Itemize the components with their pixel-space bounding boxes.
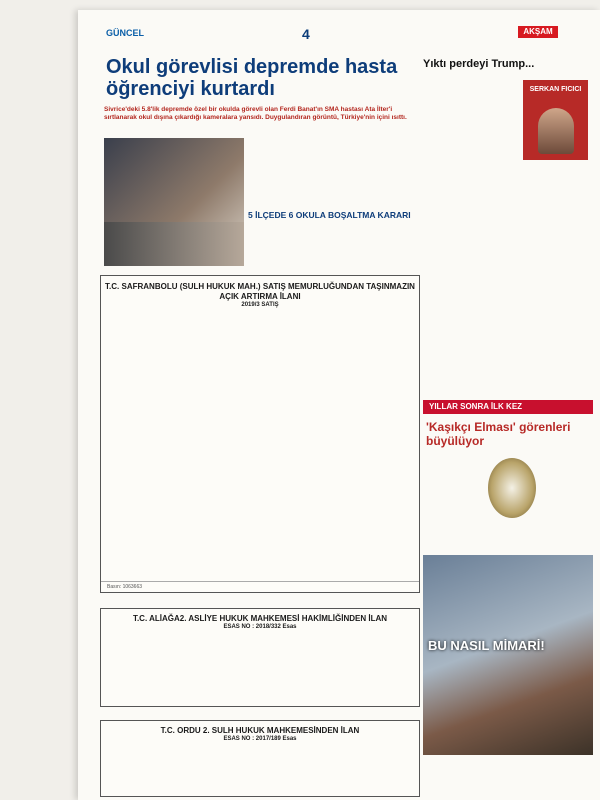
author-box: [523, 80, 588, 160]
notice-body: [101, 308, 419, 581]
page-number: 4: [302, 26, 310, 42]
kasikci-headline: 'Kaşıkçı Elması' görenleri büyülüyor: [426, 420, 571, 448]
notice-body: [101, 630, 419, 706]
author-name: SERKAN FICICI: [529, 86, 582, 93]
akşam-logo: AKŞAM: [518, 26, 558, 38]
aliaga-notice: [100, 608, 420, 707]
secondary-photo: [104, 222, 244, 266]
column-headline: Yıktı perdeyi Trump...: [423, 58, 535, 70]
notice-number: ESAS NO : 2017/189 Esas: [223, 736, 297, 742]
lead-headline: Okul görevlisi depremde hasta öğrenciyi kurtardı: [106, 56, 398, 100]
notice-title: T.C. SAFRANBOLU (SULH HUKUK MAH.) SATIŞ MEMURLUĞUNDAN TAŞINMAZIN AÇIK ARTIRMA İLANI: [105, 282, 415, 301]
notice-number: 2019/3 SATIŞ: [241, 302, 279, 308]
author-photo: [538, 108, 574, 154]
newspaper-sheet: [78, 10, 600, 800]
lead-intro: Sivrice'deki 5.8'lik depremde özel bir okulda görevli olan Ferdi Banat'ın SMA hastası Ata İlter'i sırtlanarak okul dışına çıkardığı kameralara yansıdı. Duygulandıran görüntü, Türkiye'nin içini ısıttı.: [104, 106, 407, 121]
diamond-image: [488, 458, 536, 518]
notice-footer: Basın: 1063663: [101, 581, 419, 592]
section-label: GÜNCEL: [106, 28, 144, 38]
page-header: [78, 10, 600, 40]
safranbolu-notice: [100, 275, 420, 593]
ordu-notice: [100, 720, 420, 797]
story-banner: YILLAR SONRA İLK KEZ: [423, 400, 593, 414]
notice-body: [101, 742, 419, 796]
lead-subhead: 5 İLÇEDE 6 OKULA BOŞALTMA KARARI: [248, 210, 411, 220]
notice-title: T.C. ALİAĞA2. ASLİYE HUKUK MAHKEMESİ HAKİMLİĞİNDEN İLAN: [132, 614, 388, 623]
mimari-headline: BU NASIL MİMARİ!: [428, 638, 545, 653]
building-photo: [423, 555, 593, 755]
notice-title: T.C. ORDU 2. SULH HUKUK MAHKEMESİNDEN İLAN: [160, 726, 360, 735]
notice-number: ESAS NO : 2018/332 Esas: [223, 624, 297, 630]
